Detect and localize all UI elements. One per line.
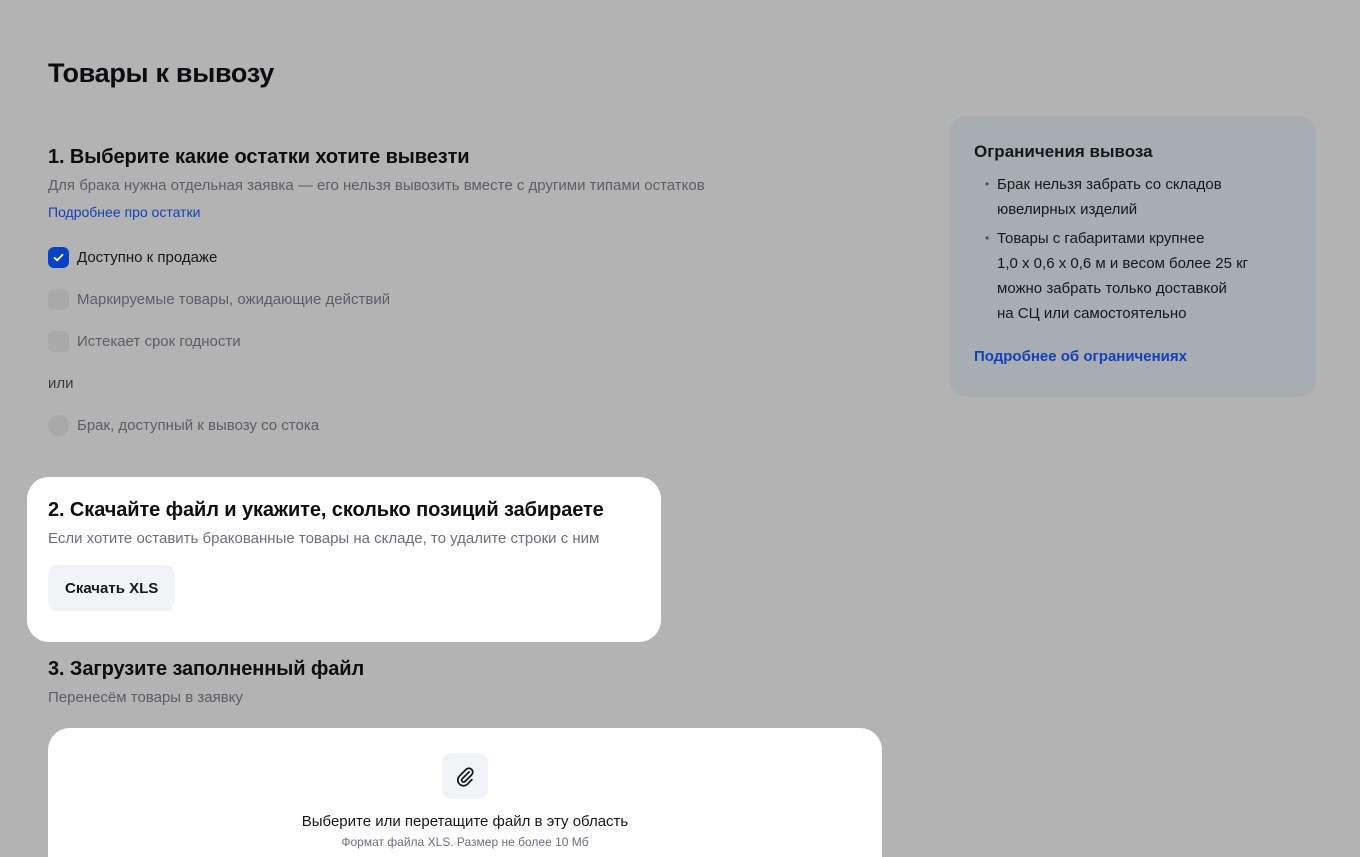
restrictions-panel [949, 116, 1316, 397]
restriction-line: на СЦ или самостоятельно [997, 305, 1187, 322]
option-label: Истекает срок годности [77, 332, 241, 350]
step1-section [48, 146, 908, 446]
step3-title: 3. Загрузите заполненный файл [48, 658, 365, 680]
step2-description: Если хотите оставить бракованные товары на складе, то удалите строки с ним [48, 530, 600, 547]
restriction-line: 1,0 х 0,6 х 0,6 м и весом более 25 кг [997, 255, 1249, 272]
upload-title: Выберите или перетащите файл в эту область [301, 813, 629, 830]
attach-file-button[interactable] [442, 753, 488, 799]
restriction-line: Товары с габаритами крупнее [997, 230, 1205, 247]
option-label: Маркируемые товары, ожидающие действий [77, 290, 391, 308]
restriction-item [974, 172, 1296, 222]
bullet-icon: • [985, 177, 990, 191]
option-available-for-sale[interactable] [48, 236, 908, 278]
step3-description: Перенесём товары в заявку [48, 689, 243, 706]
upload-hint: Формат файла XLS. Размер не более 10 Мб [341, 835, 589, 849]
option-label: Доступно к продаже [77, 248, 218, 266]
download-xls-button[interactable]: Скачать XLS [48, 565, 175, 611]
restriction-line: ювелирных изделий [997, 201, 1138, 218]
option-defect[interactable] [48, 404, 908, 446]
restrictions-title: Ограничения вывоза [974, 142, 1153, 161]
step1-description: Для брака нужна отдельная заявка — его нельзя вывозить вместе с другими типами остатков [48, 177, 705, 194]
or-divider-text: или [48, 374, 74, 392]
radio-unchecked[interactable] [48, 415, 69, 436]
restriction-line: можно забрать только доставкой [997, 280, 1227, 297]
restrictions-details-link[interactable]: Подробнее об ограничениях [974, 348, 1187, 365]
option-marked-goods[interactable] [48, 278, 908, 320]
file-upload-dropzone[interactable] [48, 728, 882, 857]
stock-type-options [48, 236, 908, 446]
checkbox-unchecked[interactable] [48, 331, 69, 352]
step2-title: 2. Скачайте файл и укажите, сколько позиций забираете [48, 499, 604, 521]
page-title: Товары к вывозу [48, 58, 274, 88]
check-icon [52, 251, 65, 264]
paperclip-icon [454, 765, 476, 787]
option-label: Брак, доступный к вывозу со стока [77, 416, 320, 434]
restriction-line: Брак нельзя забрать со складов [997, 176, 1222, 193]
step2-card [27, 477, 661, 642]
checkbox-checked[interactable] [48, 247, 69, 268]
stock-details-link[interactable]: Подробнее про остатки [48, 204, 201, 220]
checkbox-unchecked[interactable] [48, 289, 69, 310]
bullet-icon: • [985, 231, 990, 245]
restrictions-list [974, 172, 1296, 326]
step3-section [48, 658, 364, 706]
option-expiring[interactable] [48, 320, 908, 362]
step1-title: 1. Выберите какие остатки хотите вывезти [48, 146, 470, 168]
restriction-item [974, 226, 1296, 326]
